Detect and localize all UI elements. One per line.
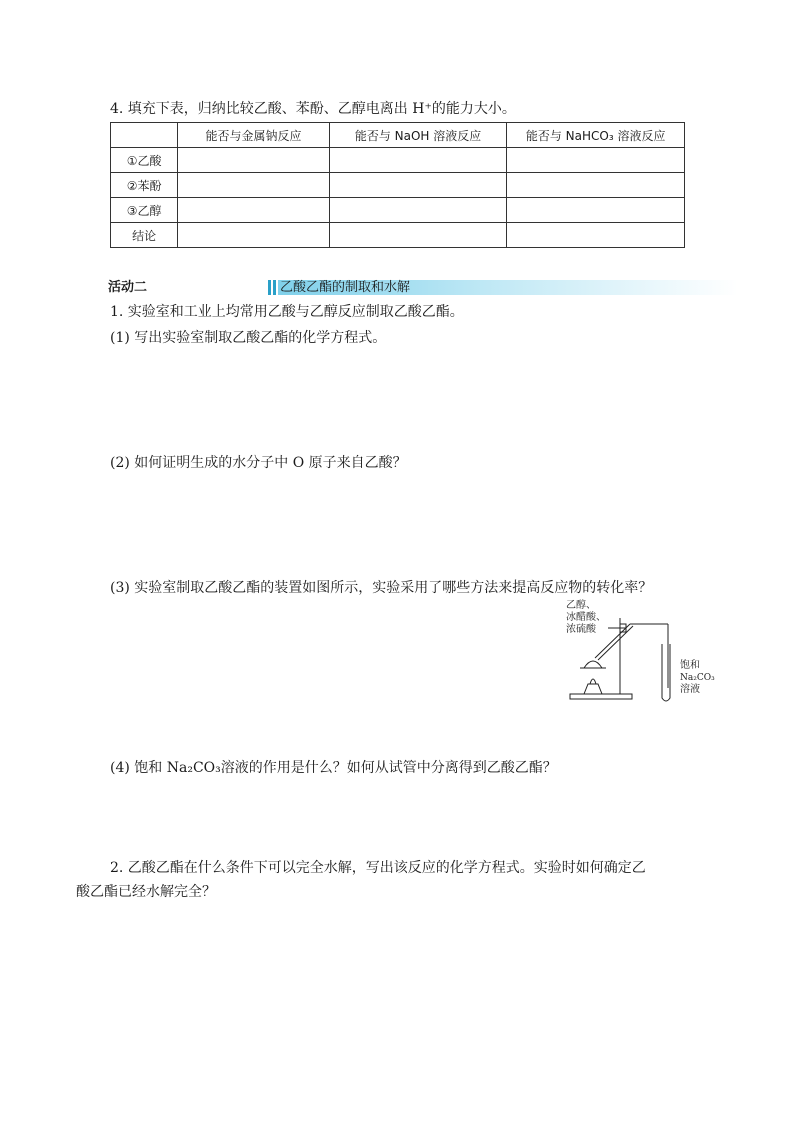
sub-question-1: (1) 写出实验室制取乙酸乙酯的化学方程式。 — [110, 330, 387, 346]
blank-cell[interactable] — [507, 223, 685, 248]
activity-label: 活动二 — [108, 280, 148, 295]
blank-cell[interactable] — [329, 173, 507, 198]
solution-label: 溶液 — [680, 684, 700, 695]
blank-cell[interactable] — [507, 148, 685, 173]
reagent-label: 乙醇、 — [566, 600, 596, 611]
question-2-line-2: 酸乙酯已经水解完全？ — [76, 884, 216, 900]
accent-stripe — [273, 280, 276, 295]
accent-stripe — [268, 280, 271, 295]
row-label: 结论 — [111, 223, 178, 248]
sub-question-4: (4) 饱和 Na₂CO₃溶液的作用是什么？如何从试管中分离得到乙酸乙酯？ — [110, 760, 557, 776]
blank-cell[interactable] — [178, 173, 330, 198]
blank-cell[interactable] — [507, 198, 685, 223]
item-1: 1. 实验室和工业上均常用乙酸与乙醇反应制取乙酸乙酯。 — [110, 304, 464, 320]
row-label: ③乙醇 — [111, 198, 178, 223]
row-label: ②苯酚 — [111, 173, 178, 198]
table-header-cell — [111, 123, 178, 148]
table-header-cell: 能否与金属钠反应 — [178, 123, 330, 148]
blank-cell[interactable] — [329, 198, 507, 223]
table-row — [111, 148, 685, 173]
comparison-table — [110, 122, 685, 248]
table-header-row — [111, 123, 685, 148]
sub-question-2: (2) 如何证明生成的水分子中 O 原子来自乙酸？ — [110, 455, 407, 471]
solution-label: Na₂CO₃ — [680, 673, 715, 683]
blank-cell[interactable] — [178, 223, 330, 248]
blank-cell[interactable] — [507, 173, 685, 198]
table-row — [111, 198, 685, 223]
blank-cell[interactable] — [329, 223, 507, 248]
sub-question-3: (3) 实验室制取乙酸乙酯的装置如图所示，实验采用了哪些方法来提高反应物的转化率？ — [110, 580, 653, 596]
table-row — [111, 223, 685, 248]
table-header-cell: 能否与 NaHCO₃ 溶液反应 — [507, 123, 685, 148]
table-header-cell: 能否与 NaOH 溶液反应 — [329, 123, 507, 148]
solution-label: 饱和 — [680, 660, 700, 671]
question-4: 4. 填充下表，归纳比较乙酸、苯酚、乙醇电离出 H⁺的能力大小。 — [110, 101, 516, 117]
table-row — [111, 173, 685, 198]
blank-cell[interactable] — [178, 198, 330, 223]
blank-cell[interactable] — [178, 148, 330, 173]
reagent-label: 浓硫酸 — [566, 624, 596, 635]
row-label: ①乙酸 — [111, 148, 178, 173]
reagent-label: 冰醋酸、 — [566, 612, 606, 623]
activity-header — [108, 279, 638, 296]
apparatus-diagram — [560, 598, 730, 708]
blank-cell[interactable] — [329, 148, 507, 173]
activity-title: 乙酸乙酯的制取和水解 — [280, 280, 411, 295]
question-2-line-1: 2. 乙酸乙酯在什么条件下可以完全水解，写出该反应的化学方程式。实验时如何确定乙 — [110, 860, 646, 876]
